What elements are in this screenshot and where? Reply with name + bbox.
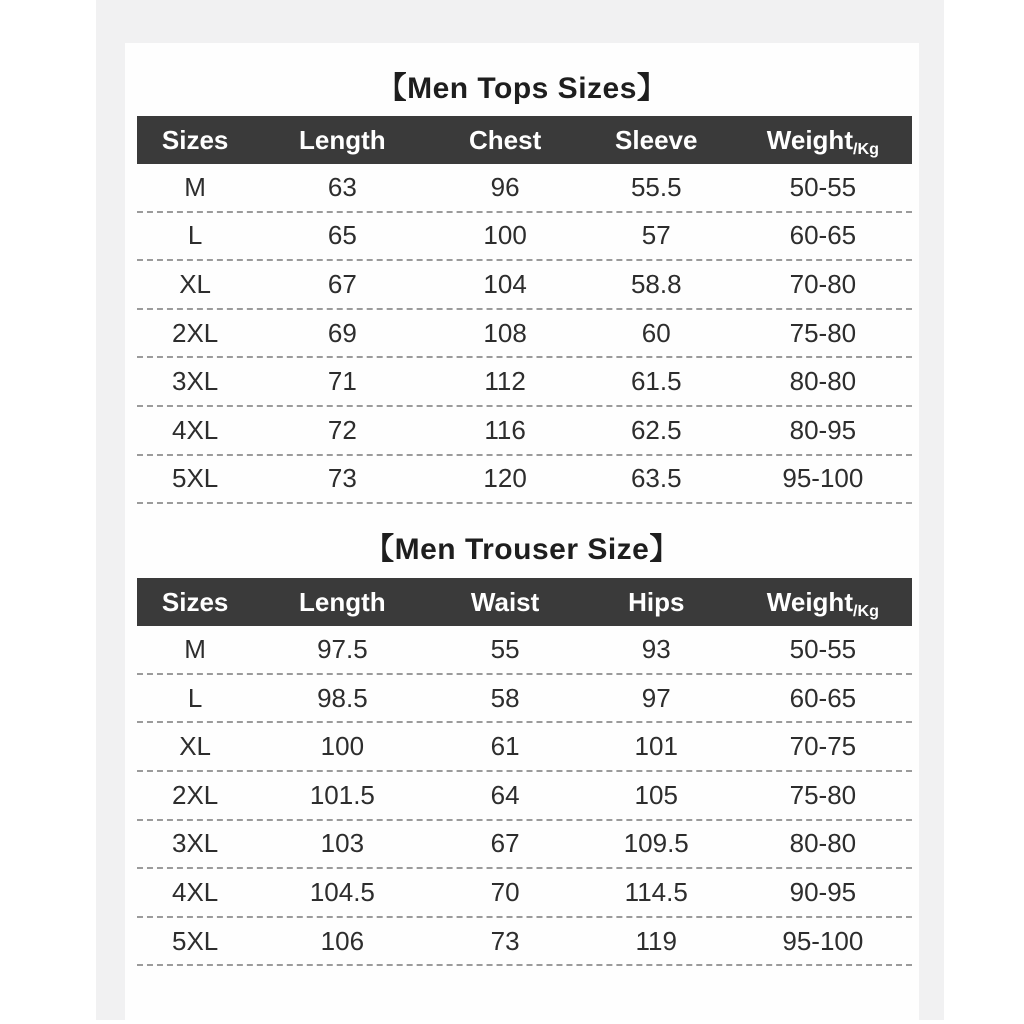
header-cell: Length: [299, 124, 386, 155]
size-chart-card: [125, 43, 919, 1020]
size-cell: 4XL: [171, 414, 219, 445]
value-cell: 50-55: [789, 633, 857, 664]
value-cell: 114.5: [624, 876, 688, 907]
value-cell: 60-65: [789, 220, 857, 251]
value-cell: 96: [490, 171, 520, 202]
header-cell-weight: [734, 125, 912, 156]
weight-label: Weight: [766, 124, 853, 155]
value-cell: 95-100: [782, 925, 864, 956]
value-cell: 106: [320, 925, 365, 956]
value-cell: 95-100: [782, 463, 864, 494]
header-cell: Hips: [628, 586, 685, 617]
size-cell: 5XL: [171, 925, 219, 956]
value-cell: 80-80: [789, 828, 857, 859]
value-cell: 103: [320, 828, 365, 859]
value-cell: 69: [327, 317, 357, 348]
size-cell: 4XL: [171, 876, 219, 907]
value-cell: 64: [490, 779, 520, 810]
value-cell: 101: [634, 731, 678, 762]
value-cell: 50-55: [789, 171, 857, 202]
header-cell: Waist: [470, 586, 540, 617]
value-cell: 104: [483, 268, 527, 299]
table-body: [125, 164, 919, 504]
table-row: [137, 626, 912, 675]
value-cell: 73: [327, 463, 357, 494]
value-cell: 93: [641, 633, 671, 664]
value-cell: 67: [327, 268, 357, 299]
value-cell: 60: [641, 317, 671, 348]
value-cell: 97: [641, 682, 671, 713]
size-cell: M: [184, 633, 206, 664]
table-row: [137, 407, 912, 456]
table-row: [137, 213, 912, 262]
value-cell: 98.5: [317, 682, 368, 713]
table-row: [137, 261, 912, 310]
table-row: [137, 723, 912, 772]
size-cell: M: [184, 171, 206, 202]
table-row: [137, 821, 912, 870]
header-cell-weight: [734, 587, 912, 618]
table-row: [137, 772, 912, 821]
size-cell: 5XL: [171, 463, 219, 494]
photo-background: [96, 0, 944, 1020]
table-row: [137, 164, 912, 213]
table-title: 【Men Tops Sizes】: [376, 71, 668, 105]
value-cell: 57: [641, 220, 671, 251]
table-row: [137, 310, 912, 359]
table-row: [137, 675, 912, 724]
value-cell: 75-80: [789, 779, 857, 810]
value-cell: 104.5: [309, 876, 375, 907]
table-row: [137, 358, 912, 407]
table-title: 【Men Trouser Size】: [364, 533, 680, 567]
value-cell: 55.5: [630, 171, 682, 202]
value-cell: 90-95: [789, 876, 857, 907]
value-cell: 58.8: [630, 268, 682, 299]
header-cell: Chest: [469, 124, 542, 155]
value-cell: 73: [490, 925, 520, 956]
value-cell: 105: [634, 779, 678, 810]
value-cell: 119: [635, 925, 677, 956]
value-cell: 58: [490, 682, 520, 713]
value-cell: 63: [327, 171, 357, 202]
value-cell: 80-95: [789, 414, 857, 445]
value-cell: 65: [327, 220, 357, 251]
table-row: [137, 456, 912, 505]
value-cell: 67: [490, 828, 520, 859]
value-cell: 70-75: [789, 731, 857, 762]
table-row: [137, 869, 912, 918]
value-cell: 60-65: [789, 682, 857, 713]
men-tops-size-table: [125, 43, 919, 504]
weight-unit-label: /Kg: [852, 139, 879, 158]
value-cell: 70: [490, 876, 520, 907]
value-cell: 70-80: [789, 268, 857, 299]
table-row: [137, 918, 912, 967]
value-cell: 75-80: [789, 317, 857, 348]
value-cell: 120: [483, 463, 527, 494]
table-header-row: [137, 578, 912, 626]
value-cell: 101.5: [309, 779, 375, 810]
value-cell: 80-80: [789, 366, 857, 397]
value-cell: 108: [483, 317, 527, 348]
size-cell: L: [187, 220, 203, 251]
header-cell: Sleeve: [615, 124, 698, 155]
weight-unit-label: /Kg: [852, 601, 879, 620]
weight-label: Weight: [766, 586, 853, 617]
value-cell: 71: [327, 366, 357, 397]
size-cell: 3XL: [171, 366, 219, 397]
men-trouser-size-table: [125, 504, 919, 966]
size-cell: XL: [179, 268, 212, 299]
value-cell: 97.5: [317, 633, 368, 664]
value-cell: 62.5: [630, 414, 682, 445]
value-cell: 61: [490, 731, 520, 762]
header-cell: Sizes: [161, 124, 229, 155]
size-cell: 2XL: [171, 317, 219, 348]
header-cell: Length: [299, 586, 386, 617]
value-cell: 116: [484, 414, 526, 445]
value-cell: 112: [484, 366, 526, 397]
value-cell: 109.5: [623, 828, 689, 859]
header-cell: Sizes: [161, 586, 229, 617]
table-header-row: [137, 116, 912, 164]
value-cell: 72: [327, 414, 357, 445]
value-cell: 55: [490, 633, 520, 664]
value-cell: 63.5: [630, 463, 682, 494]
value-cell: 61.5: [630, 366, 682, 397]
value-cell: 100: [483, 220, 527, 251]
table-body: [125, 626, 919, 966]
size-cell: L: [187, 682, 203, 713]
size-cell: 3XL: [171, 828, 219, 859]
size-cell: 2XL: [171, 779, 219, 810]
value-cell: 100: [320, 731, 365, 762]
size-cell: XL: [179, 731, 212, 762]
